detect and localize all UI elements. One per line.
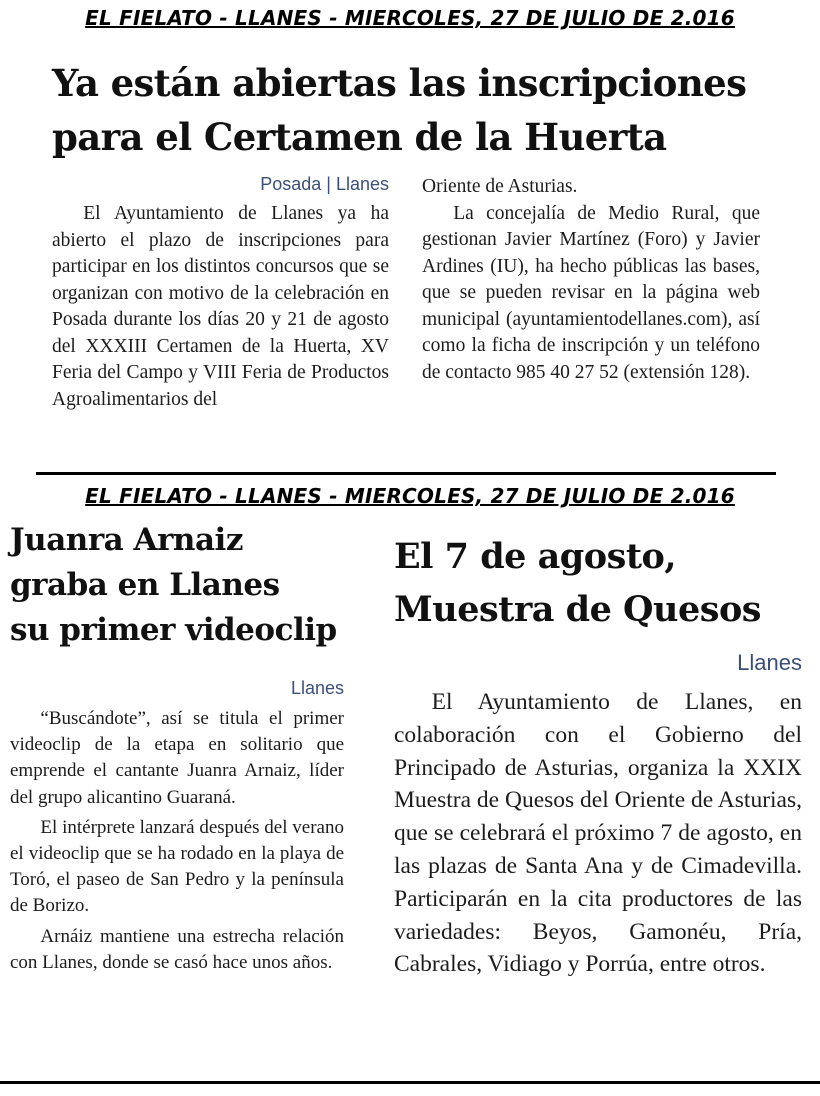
article-juanra — [10, 706, 344, 976]
article-huerta-col1 — [52, 201, 389, 413]
headline-juanra-line1: Juanra Arnaiz — [10, 522, 243, 558]
headline-huerta-line2: para el Certamen de la Huerta — [52, 115, 667, 159]
dateline-bottom: EL FIELATO - LLANES - MIERCOLES, 27 DE JULIO DE 2.016 — [85, 484, 735, 508]
headline-quesos-line2: Muestra de Quesos — [394, 589, 762, 630]
byline-posada-llanes: Posada | Llanes — [260, 174, 389, 194]
divider-rule — [36, 472, 776, 475]
article-quesos — [394, 686, 802, 981]
headline-huerta — [52, 56, 746, 164]
article-huerta-paragraph2: La concejalía de Medio Rural, que gestionan Javier Martínez (Foro) y Javier Ardines (IU), ha hecho públicas las bases, que se pueden revisar en la página web municipal (ayuntamientodellanes.com), así como la ficha de inscripción y un teléfono de contacto 985 40 27 52 (extensión 128). — [422, 202, 760, 383]
article-quesos-paragraph1: El Ayuntamiento de Llanes, en colaboración con el Gobierno del Principado de Asturias, organiza la XXIX Muestra de Quesos del Oriente de Asturias, que se celebrará el próximo 7 de agosto, en las plazas de Santa Ana y de Cimadevilla. Participarán en la cita productores de las variedades: Beyos, Gamonéu, Pría, Cabrales, Vidiago y Porrúa, entre otros. — [394, 689, 802, 978]
article-huerta-paragraph1: El Ayuntamiento de Llanes ya ha abierto el plazo de inscripciones para participar en los distintos concursos que se organizan con motivo de la celebración en Posada durante los días 20 y 21 de agosto del XXXIII Certamen de la Huerta, XV Feria del Campo y VIII Feria de Productos Agroalimentarios del — [52, 203, 389, 410]
article-juanra-paragraph1: “Buscándote”, así se titula el primer videoclip de la etapa en solitario que emprende el cantante Juanra Arnaiz, líder del grupo alicantino Guaraná. — [10, 708, 344, 808]
headline-quesos — [394, 530, 761, 636]
article-juanra-paragraph2: El intérprete lanzará después del verano el videoclip que se ha rodado en la playa de Toró, el paseo de San Pedro y la península de Borizo. — [10, 816, 344, 917]
headline-quesos-line1: El 7 de agosto, — [394, 536, 677, 577]
article-huerta-col2 — [422, 174, 760, 386]
headline-juanra — [10, 518, 337, 653]
article-juanra-paragraph3: Arnáiz mantiene una estrecha relación con Llanes, donde se casó hace unos años. — [10, 925, 344, 973]
headline-huerta-line1: Ya están abiertas las inscripciones — [52, 61, 747, 105]
bottom-rule — [0, 1081, 820, 1084]
headline-juanra-line2: graba en Llanes — [10, 567, 280, 603]
dateline-top: EL FIELATO - LLANES - MIERCOLES, 27 DE JULIO DE 2.016 — [85, 6, 735, 30]
byline-juanra-llanes: Llanes — [290, 678, 344, 698]
article-huerta-continuation: Oriente de Asturias. — [422, 176, 578, 197]
byline-quesos-llanes: Llanes — [737, 650, 802, 675]
headline-juanra-line3: su primer videoclip — [10, 612, 337, 648]
